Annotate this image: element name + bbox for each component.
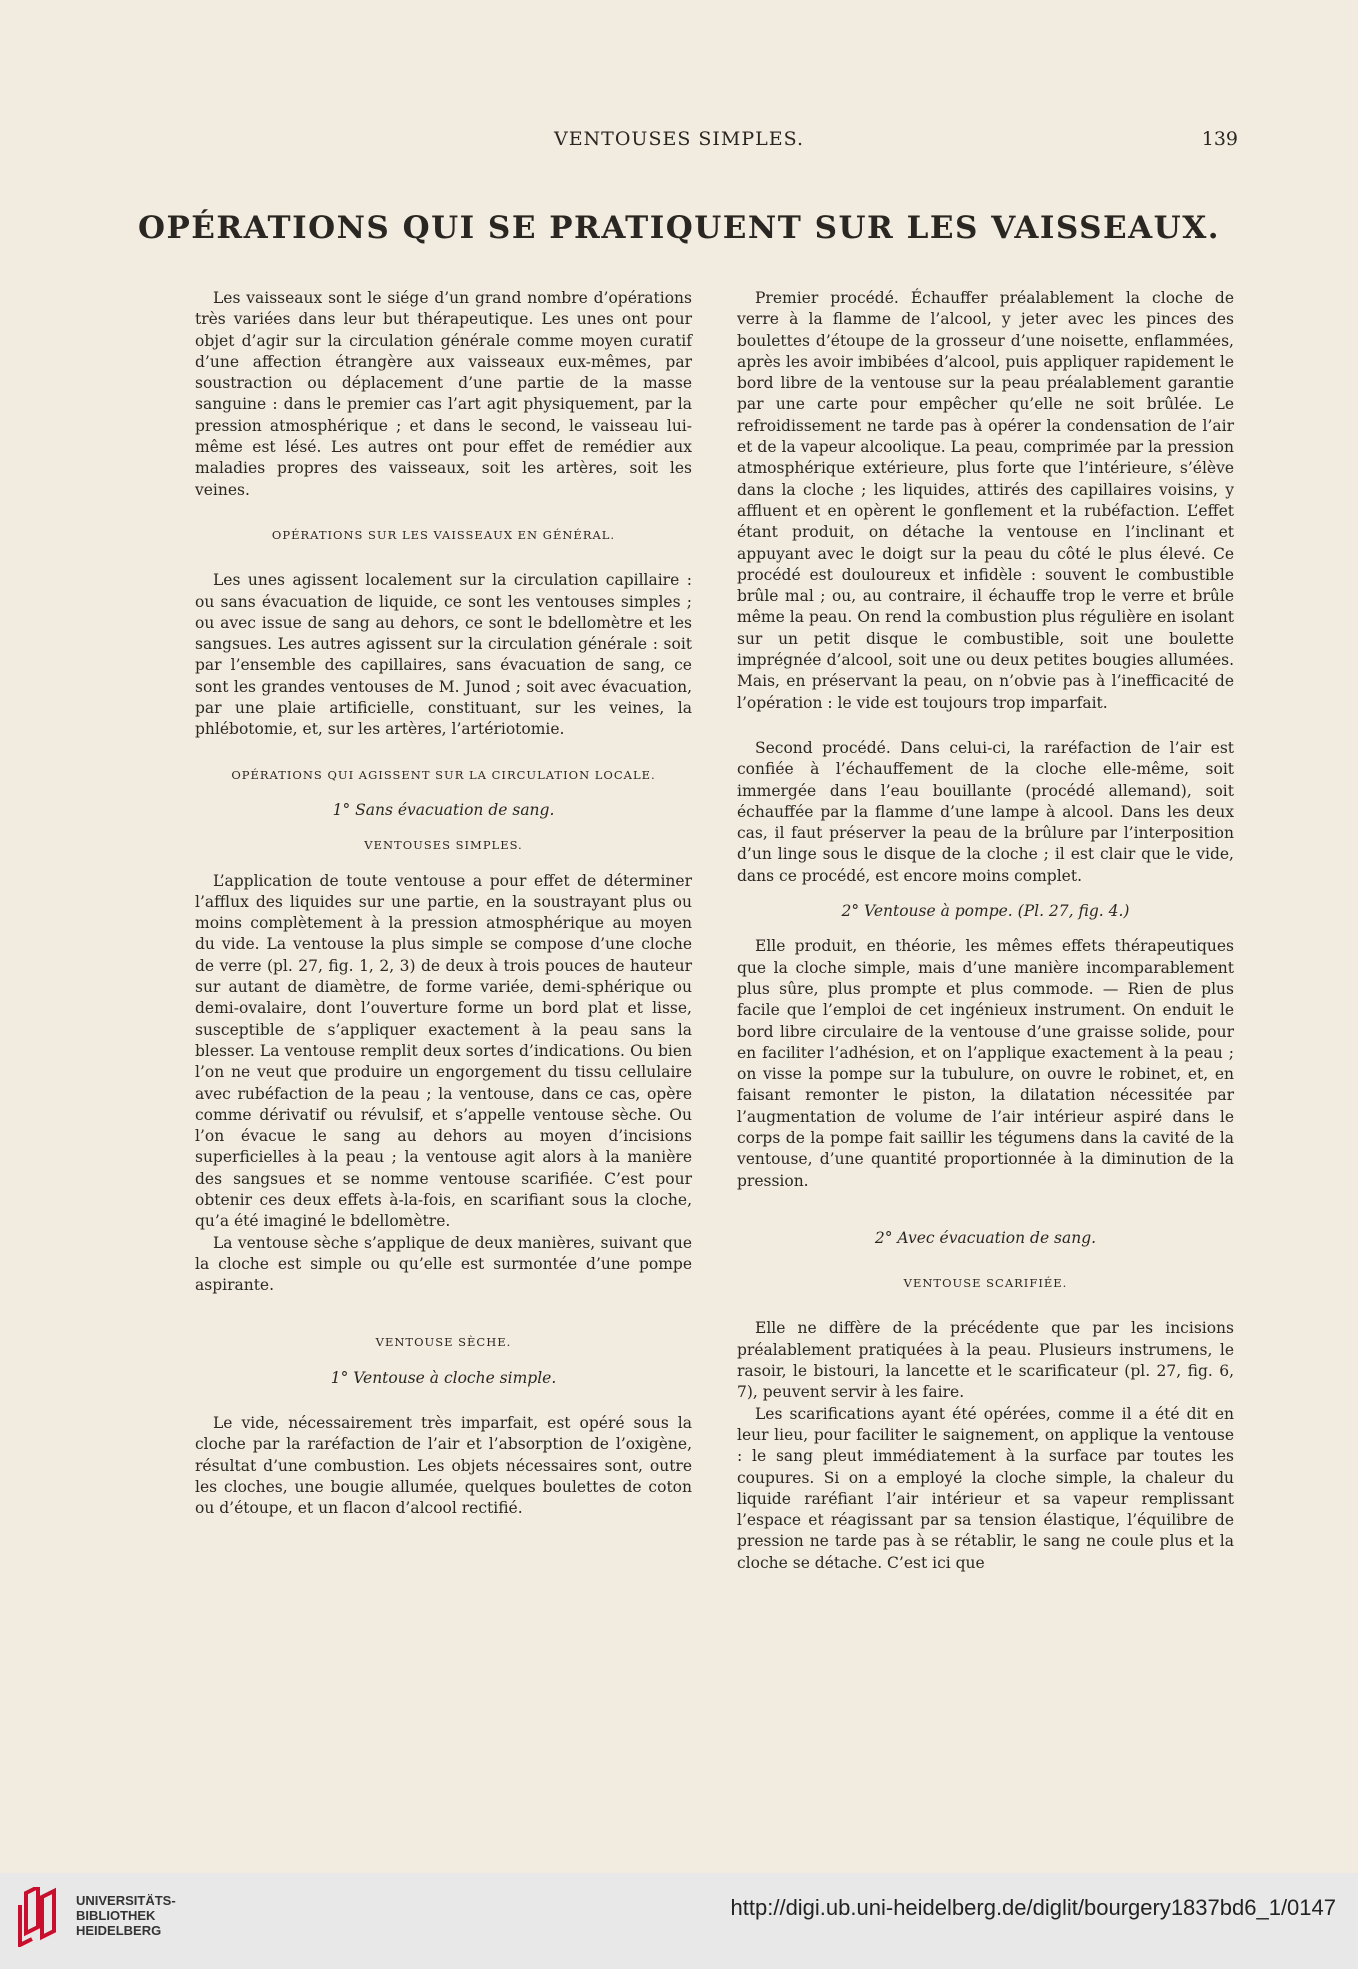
library-logo-icon — [16, 1887, 66, 1947]
paragraph-ventouse: L’application de toute ventouse a pour effet de déterminer l’afflux des liquides sur une partie, en la soustrayant plus ou moins complètement à la pression atmosphérique au moyen du vide. La ventouse la plus simple se compose d’une cloche de verre (pl. 27, fig. 1, 2, 3) de deux à trois pouces de hauteur sur autant de diamètre, de forme variée, demi-sphérique ou demi-ovalaire, dont l’ouverture forme un bord plat et lisse, susceptible de s’appliquer exactement à la peau sans la blesser. La ventouse remplit deux sortes d’indications. Ou bien l’on ne veut que produire un engorgement du tissu cellulaire avec rubéfaction de la peau ; la ventouse, dans ce cas, opère comme dérivatif ou révulsif, et s’appelle ventouse sèche. Ou l’on évacue le sang au dehors au moyen d’incisions superficielles à la peau ; la ventouse agit alors à la manière des sangsues et se nomme ventouse scarifiée. C’est pour obtenir ces deux effets à-la-fois, en scarifiant sous la cloche, qu’a été imaginé le bdellomètre. — [195, 871, 692, 1231]
left-column — [195, 288, 692, 1520]
institution-line-3: HEIDELBERG — [76, 1923, 162, 1938]
paragraph-scarifiee: Elle ne diffère de la précédente que par les incisions préalablement pratiquées à la peau. Plusieurs instrumens, le rasoir, le bistouri, la lancette et le scarificateur (pl. 27, fig. 6, 7), peuvent servir à les faire. — [737, 1319, 1234, 1402]
subheading-cloche-simple: 1° Ventouse à cloche simple. — [330, 1368, 557, 1387]
paragraph-premier-procede: Premier procédé. Échauffer préalablement la cloche de verre à la flamme de l’alcool, y jeter avec les pinces des boulettes d’étoupe de la grosseur d’une noisette, enflammées, après les avoir imbibées d’alcool, puis appliquer rapidement le bord libre de la ventouse sur la peau préalablement garantie par une carte pour empêcher qu’elle ne soit brûlée. Le refroidissement ne tarde pas à opérer la condensation de l’air et de la vapeur alcoolique. La peau, comprimée par la pression atmosphérique extérieure, plus forte que l’intérieure, s’élève dans la cloche ; les liquides, attirés des capillaires voisins, y affluent et en opèrent le gonflement et la rubéfaction. L’effet étant produit, on détache la ventouse en l’inclinant et appuyant avec le doigt sur la peau du côté le plus élevé. Ce procédé est douloureux et infidèle : souvent le combustible brûle mal ; ou, au contraire, il échauffe trop le verre et brûle même la peau. On rend la combustion plus régulière en isolant sur un petit disque le combustible, soit une boulette imprégnée d’alcool, soit une ou deux petites bougies allumées. Mais, en préservant la peau, on n’obvie pas à l’inefficacité de l’opération : le vide est toujours trop imparfait. — [737, 289, 1234, 712]
running-head: VENTOUSES SIMPLES. — [553, 128, 805, 150]
subheading-sans-evacuation: 1° Sans évacuation de sang. — [332, 800, 555, 819]
subheading-avec-evacuation: 2° Avec évacuation de sang. — [874, 1228, 1097, 1247]
section-heading-seche: VENTOUSE SÈCHE. — [375, 1335, 512, 1350]
section-heading-scarifiee: VENTOUSE SCARIFIÉE. — [903, 1276, 1068, 1291]
right-column — [737, 288, 1234, 1574]
page-number: 139 — [1201, 128, 1238, 150]
paragraph-seche-deux: La ventouse sèche s’applique de deux manières, suivant que la cloche est simple ou qu’elle est surmontée d’une pompe aspirante. — [195, 1233, 692, 1295]
institution-line-2: BIBLIOTHEK — [76, 1908, 156, 1923]
paragraph-scarifications: Les scarifications ayant été opérées, comme il a été dit en leur lieu, pour faciliter le saignement, on applique la ventouse : le sang pleut immédiatement à la surface par toutes les coupures. Si on a employé la cloche simple, la chaleur du liquide raréfiant l’air intérieur et sa vapeur remplissant l’espace et réagissant par sa tension élastique, l’équilibre de pression ne tarde pas à se rétablir, le sang ne coule plus et la cloche se détache. C’est ici que — [737, 1404, 1234, 1572]
paragraph-general: Les unes agissent localement sur la circulation capillaire : ou sans évacuation de liquide, ce sont les ventouses simples ; ou avec issue de sang au dehors, ce sont le bdellomètre et les sangsues. Les autres agissent sur la circulation générale : soit par l’ensemble des capillaires, sans évacuation de sang, ce sont les grandes ventouses de M. Junod ; soit avec évacuation, par une plaie artificielle, constituant, sur les veines, la phlébotomie, et, sur les artères, l’artériotomie. — [195, 571, 692, 739]
paragraph-pompe: Elle produit, en théorie, les mêmes effets thérapeutiques que la cloche simple, mais d’une manière incomparablement plus sûre, plus prompte et plus commode. — Rien de plus facile que l’emploi de cet ingénieux instrument. On enduit le bord libre circulaire de la ventouse d’une graisse solide, pour en faciliter l’adhésion, et on l’applique exactement à la peau ; on visse la pompe sur la tubulure, on ouvre le robinet, et, en faisant remonter le piston, la dilatation nécessitée par l’augmentation de volume de l’air intérieur aspiré dans le corps de la pompe fait saillir les tégumens dans la cavité de la ventouse, d’une quantité proportionnée à la diminution de la pression. — [737, 937, 1234, 1190]
institution-name — [76, 1893, 176, 1938]
intro-paragraph: Les vaisseaux sont le siége d’un grand nombre d’opérations très variées dans leur but thérapeutique. Les unes ont pour objet d’agir sur la circulation générale comme moyen curatif d’une affection étrangère aux vaisseaux eux-mêmes, par soustraction ou déplacement d’une partie de la masse sanguine : dans le premier cas l’art agit physiquement, par la pression atmosphérique ; et dans le second, le vaisseau lui-même est lésé. Les autres ont pour effet de remédier aux maladies propres des vaisseaux, soit les artères, soit les veines. — [195, 289, 692, 499]
section-heading-general: OPÉRATIONS SUR LES VAISSEAUX EN GÉNÉRAL. — [271, 527, 616, 542]
subheading-ventouse-pompe: 2° Ventouse à pompe. (Pl. 27, fig. 4.) — [841, 902, 1130, 921]
section-heading-locale: OPÉRATIONS QUI AGISSENT SUR LA CIRCULATION LOCALE. — [231, 767, 656, 782]
paragraph-vide: Le vide, nécessairement très imparfait, est opéré sous la cloche par la raréfaction de l’air et l’absorption de l’oxigène, résultat d’une combustion. Les objets nécessaires sont, outre les cloches, une bougie allumée, quelques boulettes de coton ou d’étoupe, et un flacon d’alcool rectifié. — [195, 1414, 692, 1518]
source-url-link[interactable]: http://digi.ub.uni-heidelberg.de/diglit/bourgery1837bd6_1/0147 — [730, 1895, 1336, 1920]
library-footer — [0, 1873, 1358, 1969]
section-heading-ventouses: VENTOUSES SIMPLES. — [364, 838, 523, 853]
paragraph-second-procede: Second procédé. Dans celui-ci, la raréfaction de l’air est confiée à l’échauffement de la cloche elle-même, soit immergée dans l’eau bouillante (procédé allemand), soit échauffée par la flamme d’une lampe à alcool. Dans les deux cas, il faut préserver la peau de la brûlure par l’interposition d’un linge sous le disque de la cloche ; il est clair que le vide, dans ce procédé, est encore moins complet. — [737, 738, 1234, 885]
page-title: OPÉRATIONS QUI SE PRATIQUENT SUR LES VAISSEAUX. — [137, 210, 1221, 246]
institution-line-1: UNIVERSITÄTS- — [76, 1893, 176, 1908]
